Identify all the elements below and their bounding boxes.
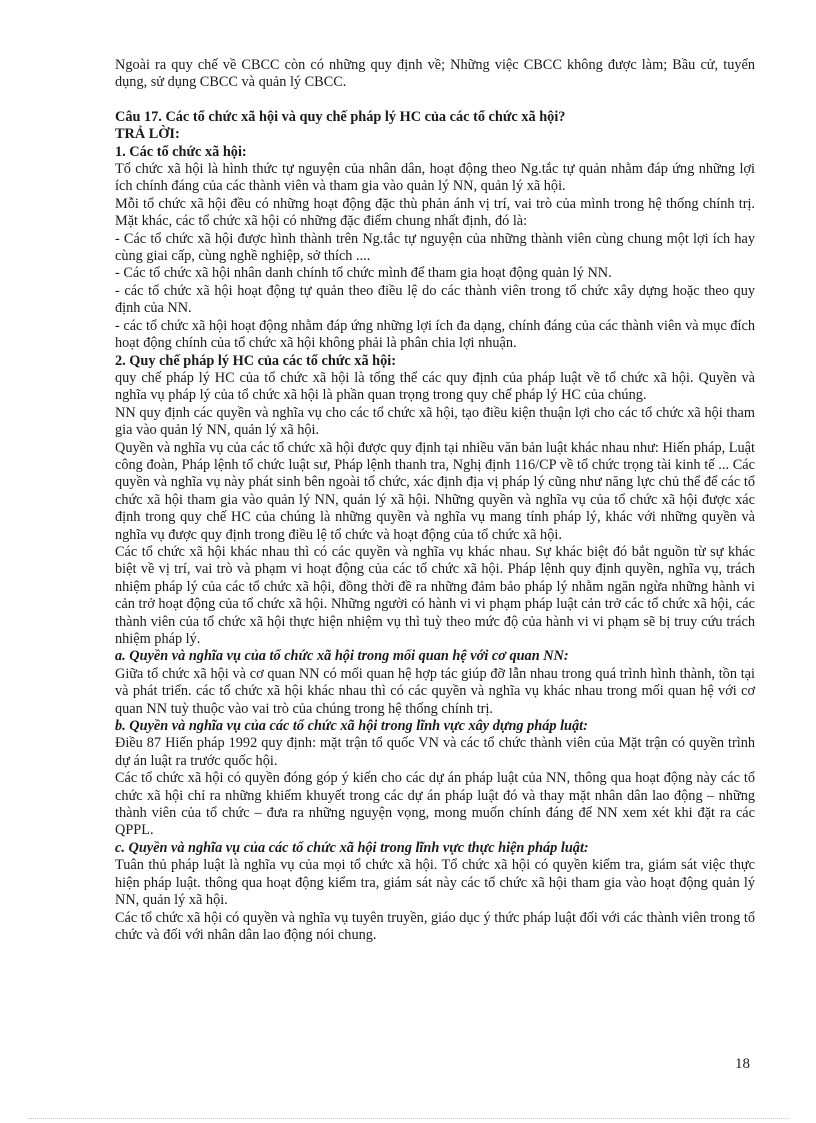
subsection-c-paragraph: Các tổ chức xã hội có quyền và nghĩa vụ tuyên truyền, giáo dục ý thức pháp luật đối với các thành viên trong tổ chức và đối với nhân dân lao động nói chung. (115, 909, 755, 943)
section2-paragraph: Các tổ chức xã hội khác nhau thì có các quyền và nghĩa vụ khác nhau. Sự khác biệt đó bắt nguồn từ sự khác biệt về vị trí, vai trò và phạm vi hoạt động của các tổ chức xã hội. Pháp lệnh quy định quyền, nghĩa vụ, trách nhiệm pháp lý của các tổ chức xã hội, đồng thời đề ra những đảm bảo pháp lý nhằm ngăn ngừa những hành vi cản trở hoạt động của tổ chức xã hội. Những người có hành vi vi phạm pháp luật cản trở các tổ chức xã hội, các thành viên của tổ chức xã hội thực hiện nhiệm vụ thì tuỳ theo mức độ của hành vi vi phạm sẽ bị truy cứu trách nhiệm pháp lý. (115, 543, 755, 647)
subsection-a-heading: a. Quyền và nghĩa vụ của tổ chức xã hội trong mối quan hệ với cơ quan NN: (115, 648, 569, 665)
section1-paragraph: Tổ chức xã hội là hình thức tự nguyện của nhân dân, hoạt động theo Ng.tắc tự quản nhằm đáp ứng những lợi ích chính đáng của các thành viên và tham gia vào quản lý NN, quản lý xã hội. (115, 161, 755, 195)
section1-bullet: - Các tổ chức xã hội được hình thành trên Ng.tắc tự nguyện của những thành viên cùng chung một lợi ích hay cùng giai cấp, cùng nghề nghiệp, sở thích .... (115, 230, 755, 265)
subsection-a-paragraph: Giữa tổ chức xã hội và cơ quan NN có mối quan hệ hợp tác giúp đỡ lẫn nhau trong quá trình hình thành, tồn tại và phát triển. các tổ chức xã hội khác nhau thì có các quyền và nghĩa vụ khác nhau trong mối quan hệ với cơ quan NN tuỳ thuộc vào vai trò của chúng trong hệ thống chính trị. (115, 665, 755, 717)
document-page (115, 57, 755, 944)
page-bottom-divider (28, 1118, 788, 1119)
question-heading: Câu 17. Các tổ chức xã hội và quy chế pháp lý HC của các tổ chức xã hội? (115, 108, 566, 125)
section2-paragraph: Quyền và nghĩa vụ của các tổ chức xã hội được quy định tại nhiều văn bản luật khác nhau như: Hiến pháp, Luật công đoàn, Pháp lệnh tổ chức luật sư, Pháp lệnh thanh tra, Nghị định 116/CP về tổ chức trọng tài kinh tế ... Các quyền và nghĩa vụ này phát sinh bên ngoài tổ chức, xác định địa vị pháp lý cũng như năng lực chủ thể để các tổ chức xã hội tham gia vào quản lý NN, quản lý xã hội. Những quyền và nghĩa vụ của tổ chức xã hội được xác định trong quy chế HC của chúng là những quyền và nghĩa vụ mang tính pháp lý, khác với những quyền và nghĩa vụ được quy định trong điều lệ tổ chức và hoạt động của tổ chức xã hội. (115, 439, 755, 543)
subsection-b-paragraph: Điều 87 Hiến pháp 1992 quy định: mặt trận tổ quốc VN và các tổ chức thành viên của Mặt trận có quyền trình dự án luật ra trước quốc hội. (115, 735, 755, 769)
section1-bullet: - các tổ chức xã hội hoạt động tự quản theo điều lệ do các thành viên trong tổ chức xây dựng hoặc theo quy định của NN. (115, 282, 755, 317)
section1-paragraph: Mỗi tổ chức xã hội đều có những hoạt động đặc thù phản ánh vị trí, vai trò của mình trong hệ thống chính trị. Mặt khác, các tổ chức xã hội có những đặc điểm chung nhất định, đó là: (115, 195, 755, 230)
subsection-c-heading: c. Quyền và nghĩa vụ của các tổ chức xã hội trong lĩnh vực thực hiện pháp luật: (115, 839, 589, 856)
subsection-b-paragraph: Các tổ chức xã hội có quyền đóng góp ý kiến cho các dự án pháp luật của NN, thông qua hoạt động này các tổ chức xã hội chỉ ra những khiếm khuyết trong các dự án pháp luật đó và thay mặt nhân dân lao động – những thành viên của tổ chức – đưa ra những nguyện vọng, mong muốn chính đáng để NN xem xét khi đặt ra các QPPL. (115, 770, 755, 839)
answer-label: TRẢ LỜI: (115, 126, 180, 143)
section2-paragraph: quy chế pháp lý HC của tổ chức xã hội là tổng thể các quy định của pháp luật về tổ chức xã hội. Quyền và nghĩa vụ pháp lý của tổ chức xã hội là phần quan trọng trong quy chế pháp lý HC của chúng. (115, 369, 755, 404)
page-number: 18 (735, 1056, 750, 1072)
subsection-c-paragraph: Tuân thủ pháp luật là nghĩa vụ của mọi tổ chức xã hội. Tổ chức xã hội có quyền kiểm tra, giám sát việc thực hiện pháp luật. thông qua hoạt động kiểm tra, giám sát này các tổ chức xã hội tham gia vào hoạt động quản lý NN, quản lý xã hội. (115, 857, 755, 909)
spacer (115, 92, 755, 109)
section1-bullet: - Các tổ chức xã hội nhân danh chính tổ chức mình để tham gia hoạt động quản lý NN. (115, 265, 612, 282)
section2-heading: 2. Quy chế pháp lý HC của các tổ chức xã hội: (115, 352, 397, 369)
section2-paragraph: NN quy định các quyền và nghĩa vụ cho các tổ chức xã hội, tạo điều kiện thuận lợi cho các tổ chức xã hội tham gia vào quản lý NN, quản lý xã hội. (115, 404, 755, 439)
intro-paragraph: Ngoài ra quy chế về CBCC còn có những quy định về; Những việc CBCC không được làm; Bầu cử, tuyển dụng, sử dụng CBCC và quản lý CBCC. (115, 57, 755, 91)
section1-heading: 1. Các tổ chức xã hội: (115, 143, 247, 160)
subsection-b-heading: b. Quyền và nghĩa vụ của các tổ chức xã hội trong lĩnh vực xây dựng pháp luật: (115, 718, 588, 735)
section1-bullet: - các tổ chức xã hội hoạt động nhằm đáp ứng những lợi ích đa dạng, chính đáng của các thành viên và mục đích hoạt động chính của tổ chức xã hội không phải là phân chia lợi nhuận. (115, 317, 755, 352)
